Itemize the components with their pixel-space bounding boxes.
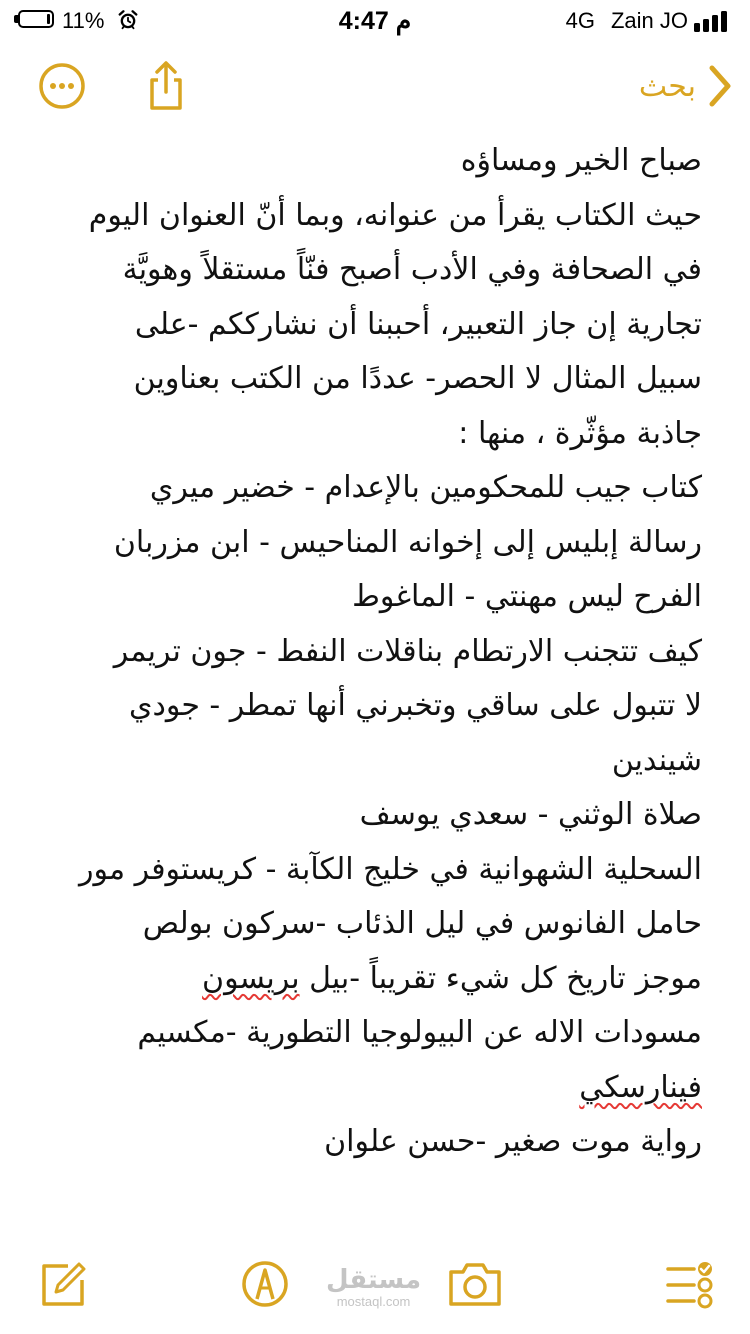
watermark-main: مستقل	[326, 1265, 422, 1295]
status-time: 4:47 م	[338, 7, 412, 35]
line-text: موجز تاريخ كل شيء تقريباً -بيل	[299, 960, 702, 996]
note-line: حامل الفانوس في ليل الذئاب -سركون بولص	[142, 906, 702, 941]
back-label: بحث	[638, 68, 696, 104]
note-line: رسالة إبليس إلى إخوانه المناحيس - ابن مزربان	[113, 524, 702, 560]
compose-icon[interactable]	[34, 1254, 94, 1314]
note-line: في الصحافة وفي الأدب أصبح فنّاً مستقلاً وهويَّة	[122, 252, 702, 287]
bottom-toolbar	[0, 1236, 750, 1334]
note-line: تجارية إن جاز التعبير، أحببنا أن نشارككم -على	[134, 306, 702, 342]
battery-percent: 11%	[62, 8, 105, 33]
checklist-icon[interactable]	[660, 1254, 720, 1314]
carrier-name: Zain JO	[610, 8, 688, 33]
note-line: صباح الخير ومساؤه	[460, 143, 702, 178]
network-type: 4G	[565, 8, 595, 33]
watermark-sub: mostaql.com	[336, 1294, 411, 1309]
misspelled-word[interactable]: بريسون	[202, 960, 300, 996]
note-line: كيف تتجنب الارتطام بناقلات النفط - جون تريمر	[113, 633, 702, 669]
note-line: صلاة الوثني - سعدي يوسف	[359, 797, 702, 832]
note-line: الفرح ليس مهنتي - الماغوط	[352, 579, 702, 614]
note-line: السحلية الشهوانية في خليج الكآبة - كريستوفر مور	[79, 851, 702, 887]
markup-pen-icon[interactable]	[235, 1254, 295, 1314]
watermark	[326, 1266, 421, 1310]
share-icon[interactable]	[138, 58, 194, 114]
more-icon[interactable]	[34, 58, 90, 114]
note-line	[40, 952, 702, 1007]
note-line: سبيل المثال لا الحصر- عددًا من الكتب بعناوين	[133, 361, 702, 396]
camera-icon[interactable]	[445, 1254, 505, 1314]
note-line: رواية موت صغير -حسن علوان	[324, 1124, 702, 1159]
note-line	[40, 1061, 702, 1116]
back-button[interactable]	[639, 56, 732, 116]
misspelled-word[interactable]: فينارسكي	[579, 1069, 702, 1105]
note-line: حيث الكتاب يقرأ من عنوانه، وبما أنّ العنوان اليوم	[88, 197, 702, 233]
note-line: كتاب جيب للمحكومين بالإعدام - خضير ميري	[149, 470, 702, 505]
nav-bar	[0, 56, 750, 116]
note-line: مسودات الاله عن البيولوجيا التطورية -مكسيم	[137, 1015, 702, 1050]
note-line: جاذبة مؤثّرة ، منها :	[458, 415, 702, 451]
signal-icon	[694, 10, 734, 32]
note-line: لا تتبول على ساقي وتخبرني أنها تمطر - جودي شيندين	[129, 688, 702, 778]
note-body[interactable]	[40, 134, 702, 1170]
chevron-left-icon	[708, 65, 732, 107]
status-bar	[0, 0, 750, 44]
